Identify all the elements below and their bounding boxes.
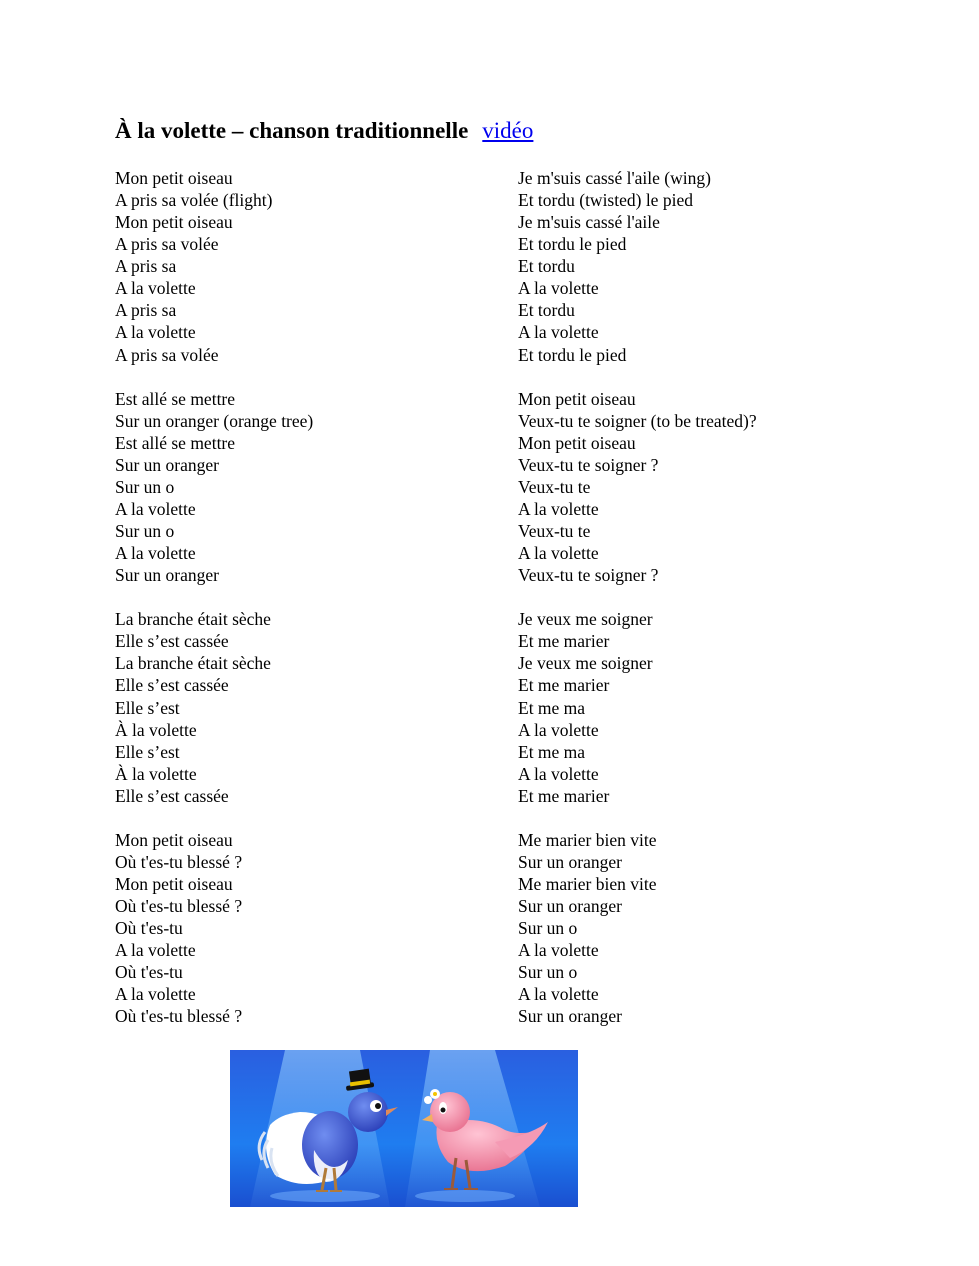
lyric-line: Mon petit oiseau [115, 829, 233, 850]
stanza [518, 388, 757, 587]
lyric-line: Veux-tu te soigner ? [518, 454, 659, 475]
lyric-line: Sur un o [115, 476, 175, 497]
lyric-line: Veux-tu te [518, 521, 591, 541]
lyric-line: A la volette [518, 719, 599, 740]
lyric-line: À la volette [115, 763, 197, 784]
lyric-line: Mon petit oiseau [518, 388, 636, 409]
lyric-line: Je veux me soigner [518, 653, 653, 674]
lyric-line: À la volette [115, 719, 197, 740]
lyric-line: Et me marier [518, 631, 610, 652]
lyric-line: Et tordu (twisted) le pied [518, 190, 693, 211]
stanza [518, 829, 757, 1028]
lyric-line: A pris sa [115, 256, 177, 277]
lyric-line: Elle s’est cassée [115, 675, 229, 696]
lyric-line: Sur un oranger [518, 1006, 623, 1027]
lyric-line: Mon petit oiseau [115, 168, 233, 188]
lyric-line: A la volette [115, 498, 196, 519]
page-title: À la volette – chanson traditionnelle [115, 118, 469, 143]
lyric-line: A la volette [115, 940, 196, 961]
lyric-line: Est allé se mettre [115, 432, 236, 453]
lyric-line: A pris sa volée (flight) [115, 190, 273, 211]
lyric-line: Mon petit oiseau [115, 874, 233, 894]
lyrics-column-left [115, 167, 313, 1027]
stanza [518, 608, 757, 807]
lyric-line: La branche était sèche [115, 653, 271, 674]
lyric-line: Où t'es-tu blessé ? [115, 896, 243, 917]
lyric-line: Et me marier [518, 675, 610, 696]
lyric-line: Me marier bien vite [518, 874, 657, 894]
stanza [115, 829, 313, 1028]
lyric-line: Veux-tu te soigner ? [518, 565, 659, 586]
lyric-line: Et tordu [518, 300, 575, 321]
lyric-line: Où t'es-tu blessé ? [115, 851, 243, 872]
lyric-line: Elle s’est [115, 741, 180, 762]
lyric-line: Est allé se mettre [115, 388, 236, 409]
lyric-line: Sur un o [115, 521, 175, 541]
lyric-line: A la volette [115, 543, 196, 564]
lyric-line: Je m'suis cassé l'aile (wing) [518, 168, 711, 188]
lyric-line: A la volette [518, 278, 599, 299]
lyric-line: Elle s’est cassée [115, 785, 229, 806]
lyric-line: Où t'es-tu [115, 962, 183, 983]
lyric-line: Et tordu [518, 256, 575, 277]
lyric-line: A la volette [115, 984, 196, 1005]
title-row [115, 114, 533, 148]
lyric-line: Et tordu le pied [518, 344, 627, 365]
lyric-line: Sur un o [518, 962, 578, 983]
lyric-line: Veux-tu te soigner (to be treated)? [518, 410, 757, 431]
lyric-line: Mon petit oiseau [115, 212, 233, 233]
lyric-line: Et tordu le pied [518, 234, 627, 255]
lyric-line: Mon petit oiseau [518, 432, 636, 453]
lyric-line: Et me marier [518, 785, 610, 806]
lyric-line: Et me ma [518, 741, 586, 762]
lyric-line: A la volette [518, 940, 599, 961]
stanza [518, 167, 757, 366]
lyric-line: Me marier bien vite [518, 829, 657, 850]
lyric-line: A la volette [115, 278, 196, 299]
stanza [115, 608, 313, 807]
lyric-line: Sur un oranger (orange tree) [115, 410, 314, 431]
lyric-line: Veux-tu te [518, 476, 591, 497]
lyric-line: Sur un oranger [115, 454, 220, 475]
lyric-line: A la volette [518, 322, 599, 343]
video-link[interactable]: vidéo [482, 118, 534, 143]
stanza [115, 167, 313, 366]
lyric-line: A pris sa volée [115, 344, 219, 365]
birds-wedding-illustration [230, 1050, 578, 1207]
lyric-line: A la volette [518, 498, 599, 519]
lyric-line: A la volette [115, 322, 196, 343]
lyric-line: Sur un oranger [115, 565, 220, 586]
lyric-line: Je m'suis cassé l'aile [518, 212, 660, 233]
lyric-line: Elle s’est cassée [115, 631, 229, 652]
lyric-line: Je veux me soigner [518, 609, 653, 630]
lyric-line: A la volette [518, 543, 599, 564]
lyric-line: Et me ma [518, 697, 586, 718]
lyric-line: A la volette [518, 984, 599, 1005]
lyric-line: La branche était sèche [115, 609, 271, 630]
lyric-line: Sur un oranger [518, 896, 623, 917]
lyric-line: Sur un oranger [518, 851, 623, 872]
stanza [115, 388, 313, 587]
lyric-line: Où t'es-tu blessé ? [115, 1006, 243, 1027]
lyric-line: Elle s’est [115, 697, 180, 718]
lyric-line: A pris sa volée [115, 234, 219, 255]
lyric-line: A la volette [518, 763, 599, 784]
lyrics-column-right [518, 167, 757, 1027]
lyric-line: Où t'es-tu [115, 918, 183, 939]
lyric-line: A pris sa [115, 300, 177, 321]
lyric-line: Sur un o [518, 918, 578, 939]
